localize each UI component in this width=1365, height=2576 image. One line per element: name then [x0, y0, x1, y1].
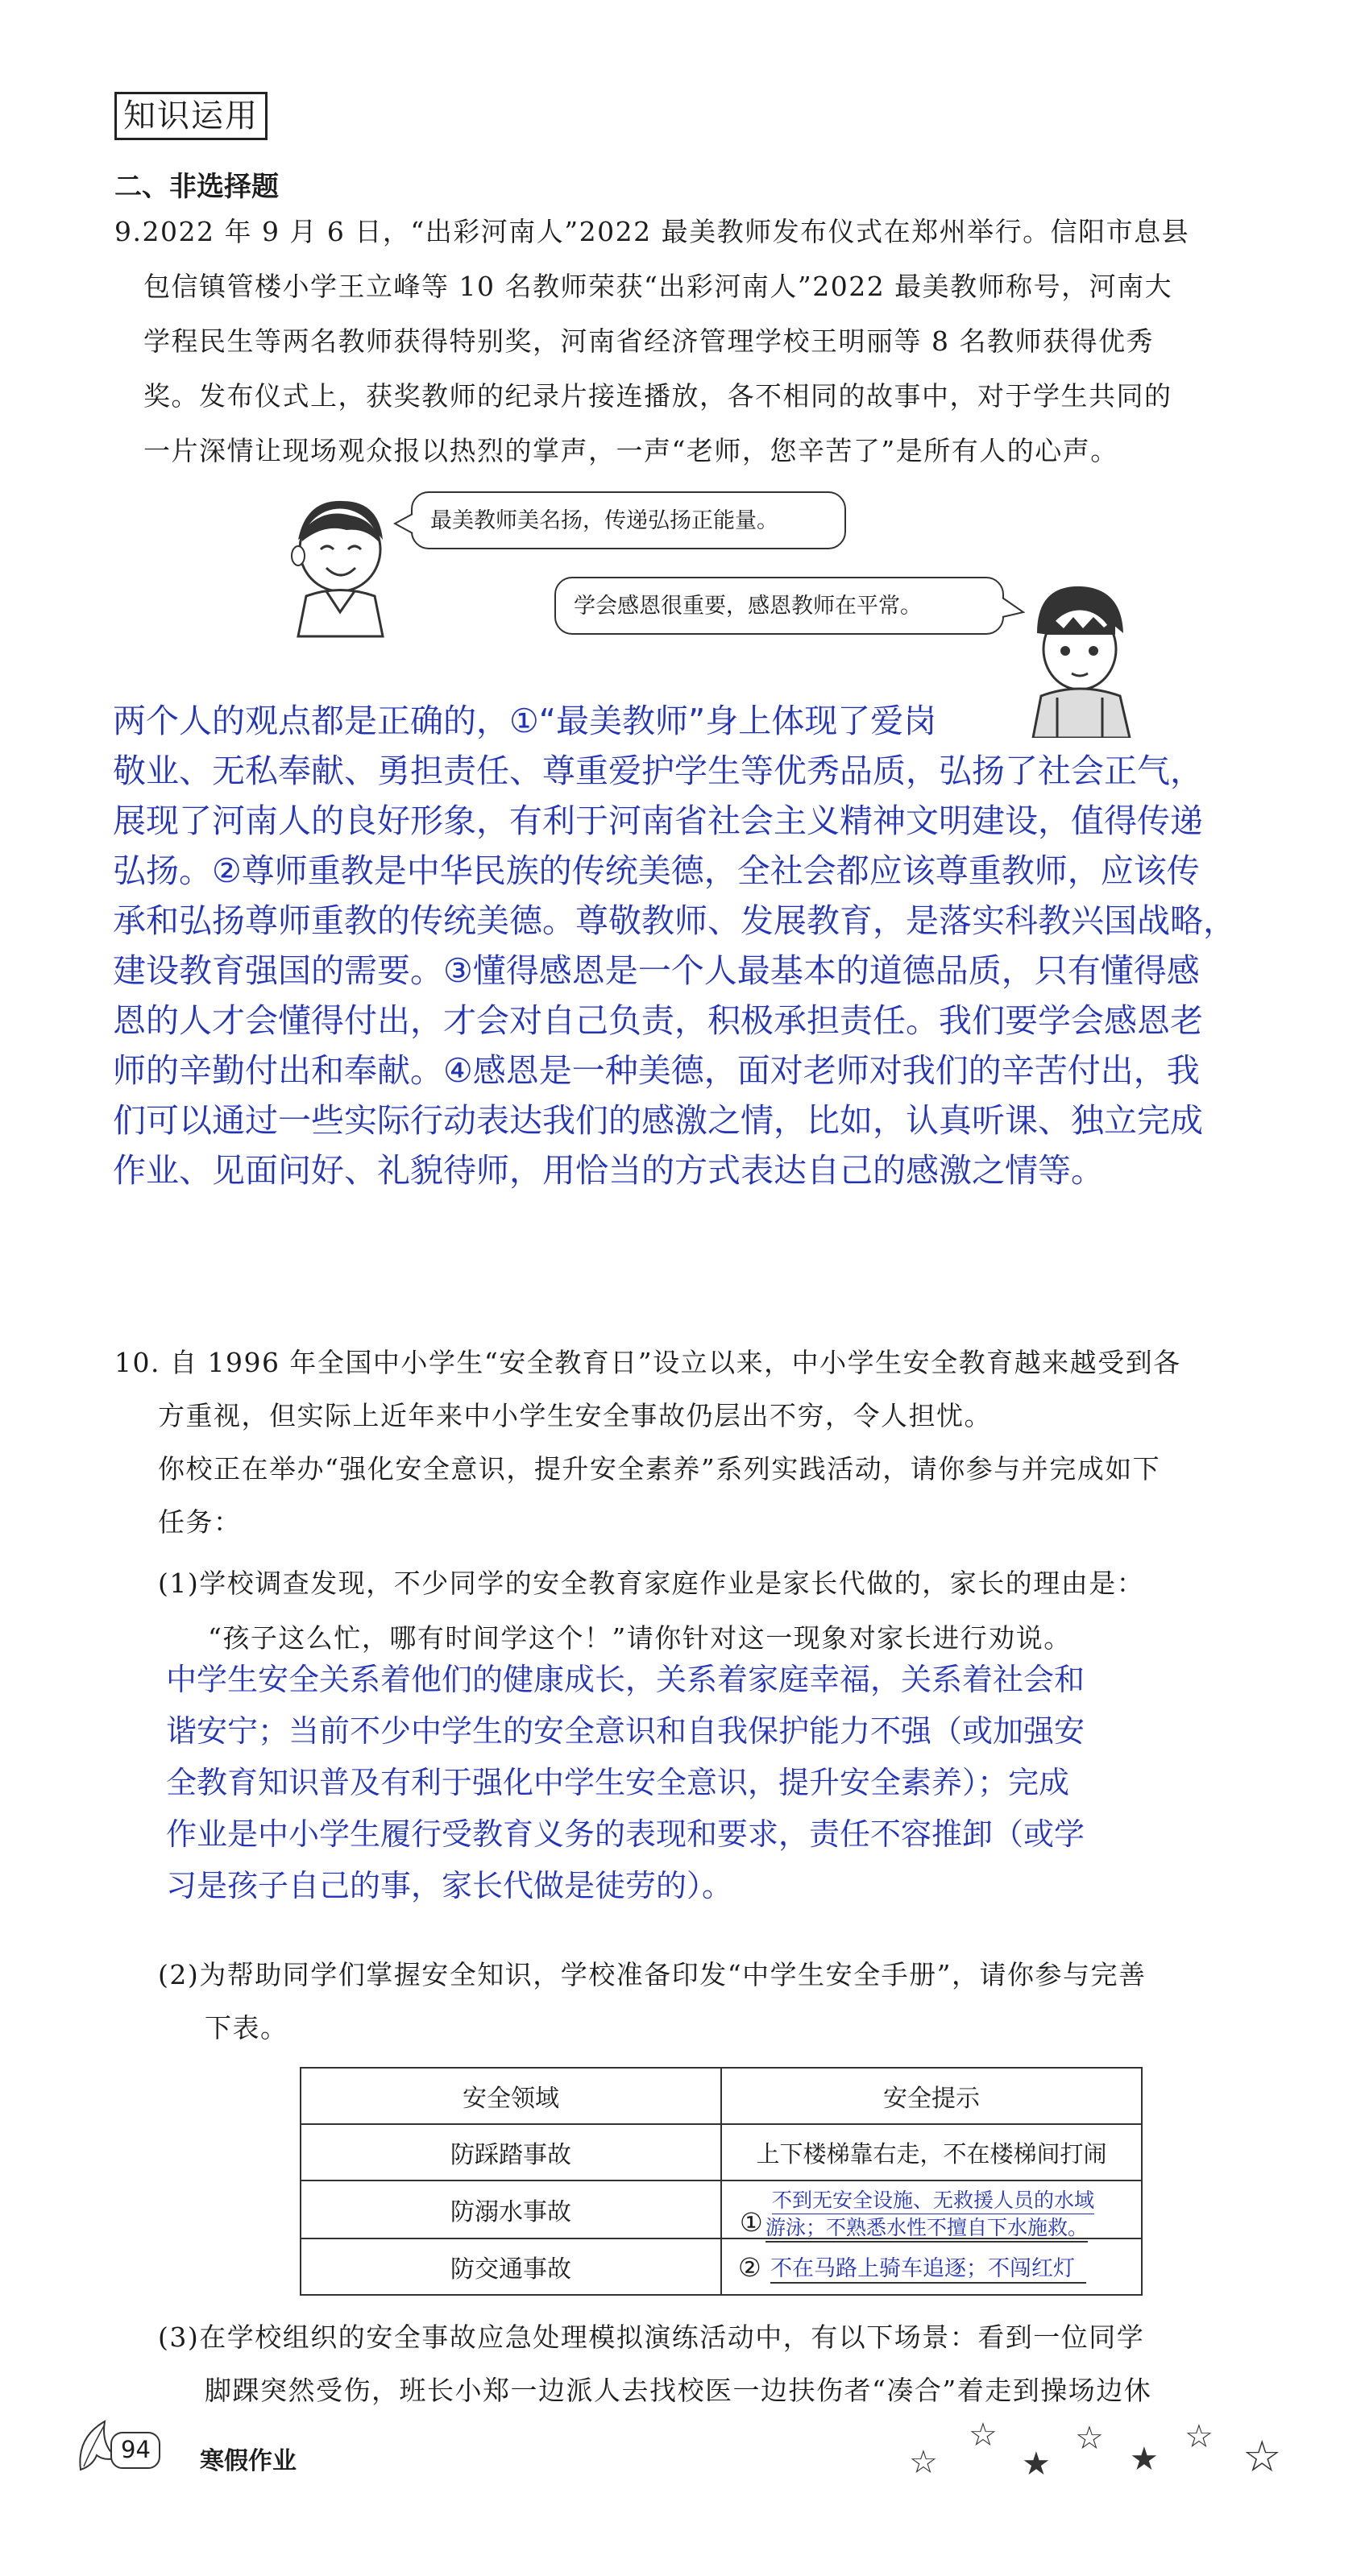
q10-part1-answer-line-4: 作业是中小学生履行受教育义务的表现和要求，责任不容推卸（或学 [166, 1816, 1085, 1852]
star-filled-icon: ★ [1022, 2446, 1051, 2483]
speech-bubble-2: 学会感恩很重要，感恩教师在平常。 [554, 577, 1004, 635]
q9-line-5: 一片深情让现场观众报以热烈的掌声，一声“老师，您辛苦了”是所有人的心声。 [143, 435, 1118, 466]
q10-line-4: 任务： [158, 1506, 242, 1538]
q10-part1-answer-line-2: 谐安宁；当前不少中学生的安全意识和自我保护能力不强（或加强安 [166, 1713, 1085, 1749]
table-cell-answer [721, 2238, 1142, 2295]
table-row [301, 2124, 1142, 2180]
table-header-area: 安全领域 [301, 2068, 721, 2124]
q10-part3-line-2: 脚踝突然受伤，班长小郑一边派人去找校医一边扶伤者“凑合”着走到操场边休 [205, 2375, 1152, 2406]
q10-line-2: 方重视，但实际上近年来中小学生安全事故仍层出不穷，令人担忧。 [158, 1400, 992, 1431]
q9-answer-line-4: 弘扬。②尊师重教是中华民族的传统美德，全社会都应该尊重教师，应该传 [113, 851, 1200, 890]
table-cell-tip: 上下楼梯靠右走，不在楼梯间打闹 [721, 2124, 1142, 2180]
q9-answer-line-2: 敬业、无私奉献、勇担责任、尊重爱护学生等优秀品质，弘扬了社会正气， [113, 752, 1203, 790]
star-filled-icon: ★ [1130, 2441, 1159, 2478]
table-row [301, 2238, 1142, 2295]
table-answer-line-2: 游泳；不熟悉水性不擅自下水施救。 [765, 2212, 1088, 2243]
star-outline-icon: ☆ [1075, 2420, 1104, 2457]
bubble-tail-icon [393, 512, 414, 535]
q10-part1-answer-line-5: 习是孩子自己的事，家长代做是徒劳的）。 [166, 1868, 733, 1903]
q9-line-3: 学程民生等两名教师获得特别奖，河南省经济管理学校王明丽等 8 名教师获得优秀 [143, 325, 1154, 357]
q10-line-1: 10. 自 1996 年全国中小学生“安全教育日”设立以来，中小学生安全教育越来越受到各 [114, 1347, 1181, 1378]
table-cell-answer [721, 2180, 1142, 2238]
q10-part3-line-1: (3)在学校组织的安全事故应急处理模拟演练活动中，有以下场景：看到一位同学 [158, 2321, 1145, 2353]
q10-part1-answer-line-1: 中学生安全关系着他们的健康成长，关系着家庭幸福，关系着社会和 [166, 1662, 1085, 1697]
q9-answer-line-10: 作业、见面问好、礼貌待师，用恰当的方式表达自己的感激之情等。 [113, 1151, 1104, 1190]
section-label: 知识运用 [114, 92, 268, 140]
circled-marker: ② [738, 2252, 761, 2283]
q9-answer-line-3: 展现了河南人的良好形象，有利于河南省社会主义精神文明建设，值得传递 [113, 801, 1203, 840]
q9-answer-line-7: 恩的人才会懂得付出，才会对自己负责，积极承担责任。我们要学会感恩老 [113, 1001, 1203, 1040]
q9-line-1: 9.2022 年 9 月 6 日，“出彩河南人”2022 最美教师发布仪式在郑州举行。信阳市息县 [114, 216, 1190, 247]
table-row [301, 2180, 1142, 2238]
smiling-boy-illustration [274, 483, 403, 644]
safety-table [300, 2067, 1143, 2296]
star-outline-icon: ☆ [909, 2444, 938, 2481]
thinking-boy-illustration [1017, 577, 1138, 738]
q9-line-2: 包信镇管楼小学王立峰等 10 名教师荣获“出彩河南人”2022 最美教师称号，河南大 [143, 271, 1173, 302]
star-outline-icon: ☆ [1185, 2418, 1214, 2455]
q10-line-3: 你校正在举办“强化安全意识，提升安全素养”系列实践活动，请你参与并完成如下 [158, 1453, 1161, 1485]
book-title: 寒假作业 [200, 2447, 297, 2475]
q9-answer-line-8: 师的辛勤付出和奉献。④感恩是一种美德，面对老师对我们的辛苦付出，我 [113, 1051, 1200, 1090]
q10-part1-line-2: “孩子这么忙，哪有时间学这个！”请你针对这一现象对家长进行劝说。 [208, 1622, 1072, 1654]
table-answer-line-1: 不到无安全设施、无救援人员的水域 [772, 2185, 1094, 2214]
q9-line-4: 奖。发布仪式上，获奖教师的纪录片接连播放，各不相同的故事中，对于学生共同的 [143, 380, 1172, 412]
q10-part2-line-1: (2)为帮助同学们掌握安全知识，学校准备印发“中学生安全手册”，请你参与完善 [158, 1959, 1147, 1990]
star-outline-icon: ☆ [1243, 2431, 1282, 2482]
circled-marker: ① [740, 2207, 763, 2238]
q10-part1-answer-line-3: 全教育知识普及有利于强化中学生安全意识，提升安全素养）；完成 [166, 1765, 1070, 1800]
q10-part2-line-2: 下表。 [205, 2012, 288, 2044]
q10-part1-line-1: (1)学校调查发现，不少同学的安全教育家庭作业是家长代做的，家长的理由是： [158, 1568, 1145, 1599]
page-number: 94 [121, 2436, 151, 2463]
table-cell-area: 防溺水事故 [301, 2180, 721, 2238]
q9-answer-line-5: 承和弘扬尊师重教的传统美德。尊敬教师、发展教育，是落实科教兴国战略， [113, 901, 1236, 940]
q9-answer-line-6: 建设教育强国的需要。③懂得感恩是一个人最基本的道德品质，只有懂得感 [113, 951, 1200, 990]
table-header-tip: 安全提示 [721, 2068, 1142, 2124]
table-cell-area: 防交通事故 [301, 2238, 721, 2295]
q9-answer-line-1: 两个人的观点都是正确的，①“最美教师”身上体现了爱岗 [113, 702, 937, 740]
q9-answer-line-9: 们可以通过一些实际行动表达我们的感激之情，比如，认真听课、独立完成 [113, 1101, 1203, 1140]
star-outline-icon: ☆ [969, 2417, 998, 2454]
table-cell-area: 防踩踏事故 [301, 2124, 721, 2180]
section-title: 二、非选择题 [114, 171, 279, 203]
table-answer-line: 不在马路上骑车追逐；不闯红灯 [770, 2251, 1086, 2284]
speech-bubble-1: 最美教师美名扬，传递弘扬正能量。 [411, 491, 846, 549]
